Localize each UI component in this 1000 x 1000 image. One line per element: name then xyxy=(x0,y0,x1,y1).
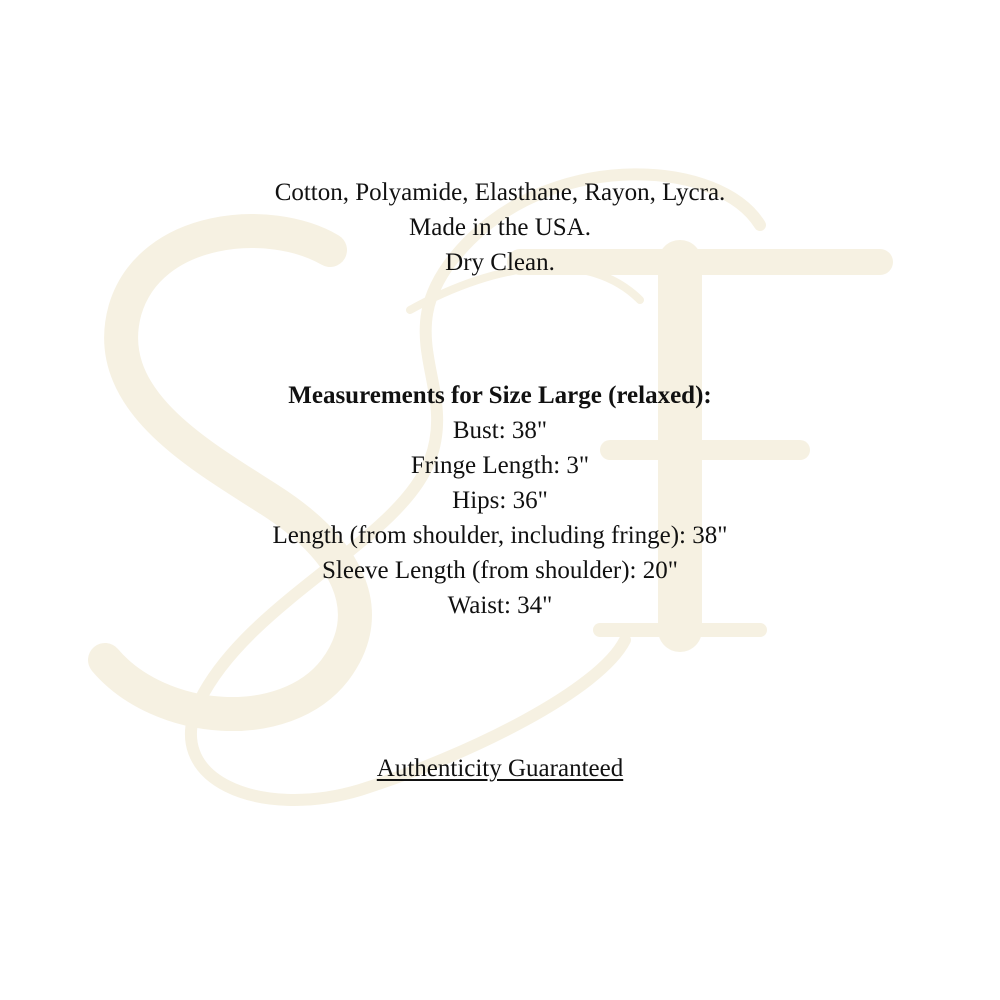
origin-text: Made in the USA. xyxy=(409,214,591,241)
care-section xyxy=(0,175,1000,280)
measurements-heading: Measurements for Size Large (relaxed): xyxy=(288,382,712,409)
authenticity-section xyxy=(0,751,1000,786)
measurements-section xyxy=(0,378,1000,623)
measurement-waist: Waist: 34" xyxy=(447,592,553,619)
care-instructions-text: Dry Clean. xyxy=(445,249,555,276)
measurement-bust: Bust: 38" xyxy=(452,417,548,444)
measurement-hips: Hips: 36" xyxy=(452,487,548,514)
measurement-length: Length (from shoulder, including fringe): 38" xyxy=(272,522,728,549)
authenticity-guaranteed-link[interactable]: Authenticity Guaranteed xyxy=(376,755,624,782)
measurement-sleeve-length: Sleeve Length (from shoulder): 20" xyxy=(322,557,678,584)
measurement-fringe-length: Fringe Length: 3" xyxy=(410,452,590,479)
materials-text: Cotton, Polyamide, Elasthane, Rayon, Lycra. xyxy=(274,179,726,206)
